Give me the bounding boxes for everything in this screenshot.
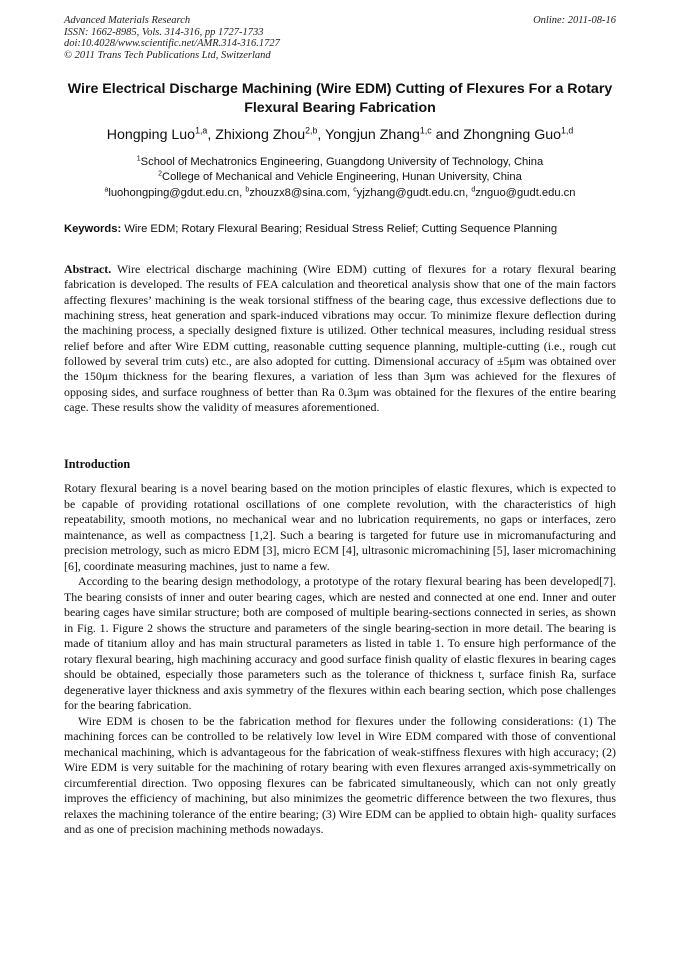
email-superscript: c (353, 185, 357, 193)
email-address: zhouzx8@sina.com (249, 186, 348, 199)
author-name: Yongjun Zhang (324, 127, 420, 143)
email-superscript: d (471, 185, 476, 193)
section-heading-introduction: Introduction (64, 457, 131, 471)
affiliation (40, 170, 640, 185)
email-superscript: a (104, 185, 109, 193)
email-list: $^a$luohongping@gdut.edu.cn, $^b$zhouzx8@sina.com, $^c$yjzhang@gudt.edu.cn, $^d$znguo@gudt.edu.cn (104, 185, 576, 199)
author-superscript: 1,c (419, 125, 432, 136)
paragraph: According to the bearing design methodology, a prototype of the rotary flexural bearing has been developed[7]. The bearing consists of inner and outer bearing cages, which are nested and connected at one end. Inner and outer bearing cages have similar structure; both are composed of multiple bearing-sections connected in series, as shown in Fig. 1. Figure 2 shows the structure and parameters of the single bearing-section in more detail. The bearing is made of titanium alloy and has main structural parameters as listed in table 1. To ensure high performance of the rotary flexural bearing, high machining accuracy and good surface finish quality of elastic flexures in bearing cages should be obtained, especially those parameters such as the tolerance of thickness t, surface finish Ra, surface degenerative layer thickness and axis symmetry of the flexures within each bearing section, which pose challenges for the bearing fabrication. (64, 574, 616, 712)
journal-issn: ISSN: 1662-8985, Vols. 314-316, pp 1727-1733 (64, 26, 264, 38)
affiliation-text: College of Mechanical and Vehicle Engineering, Hunan University, China (161, 171, 522, 184)
paper-title: Wire Electrical Discharge Machining (Wire EDM) Cutting of Flexures For a Rotary Flexural Bearing Fabrication (67, 81, 613, 116)
journal-doi: doi:10.4028/www.scientific.net/AMR.314-316.1727 (64, 38, 280, 50)
author-separator: and (431, 127, 464, 143)
journal-name: Advanced Materials Research (64, 15, 191, 26)
author-name: Zhixiong Zhou (215, 127, 306, 143)
keywords (64, 222, 624, 236)
author-superscript: 2,b (305, 125, 318, 136)
affiliation-superscript: 1 (136, 155, 141, 163)
email-address: luohongping@gdut.edu.cn (108, 186, 240, 199)
author-superscript: 1,a (195, 125, 208, 136)
abstract-text: Wire electrical discharge machining (Wire EDM) cutting of flexures for a rotary flexural bearing fabrication is developed. The results of FEA calculation and theoretical analysis show that one of the main factors affecting flexures’ machining is the weak torsional stiffness of the bearing cage, thus excessive deflections due to machining stress, heat generation and spark-induced vibrations may occur. To minimize flexure deflection during the machining process, a specially designed fixture is utilized. Other technical measures, including residual stress relief before and after Wire EDM cutting, reasonable cutting sequence planning, multiple-cutting (i.e., rough cut followed by several trim cuts) etc., are also adopted for cutting. Dimensional accuracy of ±5μm was obtained over the 150μm thickness for the bearing flexures, a variation of less than 3μm was achieved for the flexures of opposing sides, and surface roughness of better than Ra 0.3μm was obtained for the flexures of the entire bearing cage. These results show the validity of measures aforementioned. (64, 262, 616, 415)
abstract (64, 262, 616, 415)
email-address: znguo@gudt.edu.cn (475, 186, 576, 199)
online-date: Online: 2011-08-16 (533, 15, 616, 26)
paragraph: Rotary flexural bearing is a novel bearing based on the motion principles of elastic flexures, which is expected to be capable of providing rotational oscillations of one complete revolution, with the characteristics of high repeatability, smooth motions, no mechanical wear and no lubrication requirements, no gaps or interfaces, zero maintenance, as well as compactness [1,2]. Such a bearing is targeted for future use in micromanufacturing and precision metrology, such as micro EDM [3], micro ECM [4], ultrasonic micromachining [5], laser micromachining [6], coordinate measuring machines, just to name a few. (64, 481, 616, 573)
paragraph: Wire EDM is chosen to be the fabrication method for flexures under the following considerations: (1) The machining forces can be controlled to be relatively low level in Wire EDM compared with those of conventional mechanical machining, which is advantageous for the fabrication of weak-stiffness flexures with high accuracy; (2) Wire EDM is very suitable for the machining of rotary bearing with even flexures arranged axis-symmetrically on circumferential direction. Two opposing flexures can be fabricated simultaneously, which can not only greatly improves the efficiency of machining, but also minimizes the geometric difference between the two flexures, thus relaxes the machining tolerance of the entire bearing; (3) Wire EDM can be applied to obtain high- quality surfaces and as one of precision machining methods nowadays. (64, 713, 616, 836)
author-superscript: 1,d (561, 125, 574, 136)
introduction-body (64, 481, 616, 838)
keywords-label: Keywords: (64, 223, 122, 235)
affiliation-text: School of Mechatronics Engineering, Guangdong University of Technology, China (140, 156, 544, 168)
abstract-label: Abstract. (64, 262, 112, 276)
affiliation (40, 155, 640, 170)
author-separator: , (207, 127, 216, 143)
affiliations (40, 155, 640, 201)
email-address: yjzhang@gudt.edu.cn (356, 186, 466, 199)
affiliation-superscript: 2 (158, 170, 162, 178)
journal-header (64, 15, 616, 61)
email-superscript: b (245, 185, 250, 193)
author-name: Hongping Luo (106, 127, 196, 143)
author-list (40, 126, 640, 144)
author-separator: , (317, 127, 325, 143)
journal-copyright: © 2011 Trans Tech Publications Ltd, Switzerland (64, 49, 271, 61)
keywords-text: Wire EDM; Rotary Flexural Bearing; Residual Stress Relief; Cutting Sequence Planning (124, 223, 558, 235)
author-name: Zhongning Guo (463, 127, 562, 143)
